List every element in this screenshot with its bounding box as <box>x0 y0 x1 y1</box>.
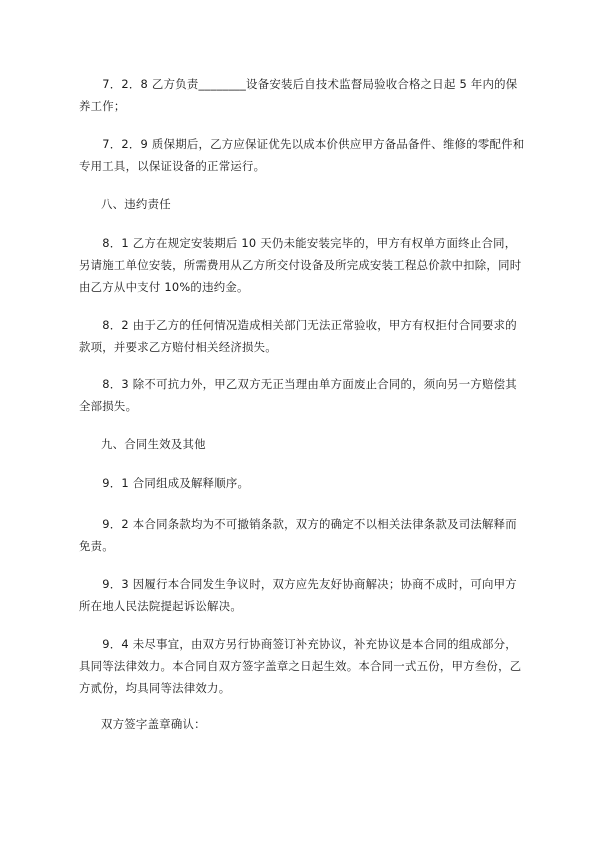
clause-9-1: 9．1 合同组成及解释顺序。 <box>79 476 250 490</box>
clause-9-2: 9．2 本合同条款均为不可撤销条款，双方的确定不以相关法律条款及司法解释而免责。 <box>79 517 517 553</box>
clause-7-2-8: 7．2．8 乙方负责________设备安装后自技术监督局验收合格之日起 5 年内的保养工作； <box>79 77 518 113</box>
clause-7-2-9: 7．2．9 质保期后，乙方应保证优先以成本价供应甲方备品备件、维修的零配件和专用工具，以保证设备的正常运行。 <box>79 137 525 173</box>
clause-9-3: 9．3 因履行本合同发生争议时，双方应先友好协商解决；协商不成时，可向甲方所在地人民法院提起诉讼解决。 <box>79 577 517 613</box>
signature-confirmation: 双方签字盖章确认： <box>101 717 206 731</box>
section-heading-breach-liability: 八、违约责任 <box>101 197 171 211</box>
clause-8-3: 8．3 除不可抗力外，甲乙双方无正当理由单方面废止合同的，须向另一方赔偿其全部损失。 <box>79 377 517 413</box>
section-heading-effectiveness: 九、合同生效及其他 <box>101 437 206 451</box>
clause-8-2: 8．2 由于乙方的任何情况造成相关部门无法正常验收，甲方有权拒付合同要求的款项，并要求乙方赔付相关经济损失。 <box>79 318 517 354</box>
clause-8-1: 8．1 乙方在规定安装期后 10 天仍未能安装完毕的，甲方有权单方面终止合同，另请施工单位安装，所需费用从乙方所交付设备及所完成安装工程总价款中扣除，同时由乙方从中支付 10%的违约金。 <box>79 236 522 294</box>
clause-9-4: 9．4 未尽事宜，由双方另行协商签订补充协议，补充协议是本合同的组成部分，具同等法律效力。本合同自双方签字盖章之日起生效。本合同一式五份，甲方叁份，乙方贰份，均具同等法律效力。 <box>79 637 522 695</box>
